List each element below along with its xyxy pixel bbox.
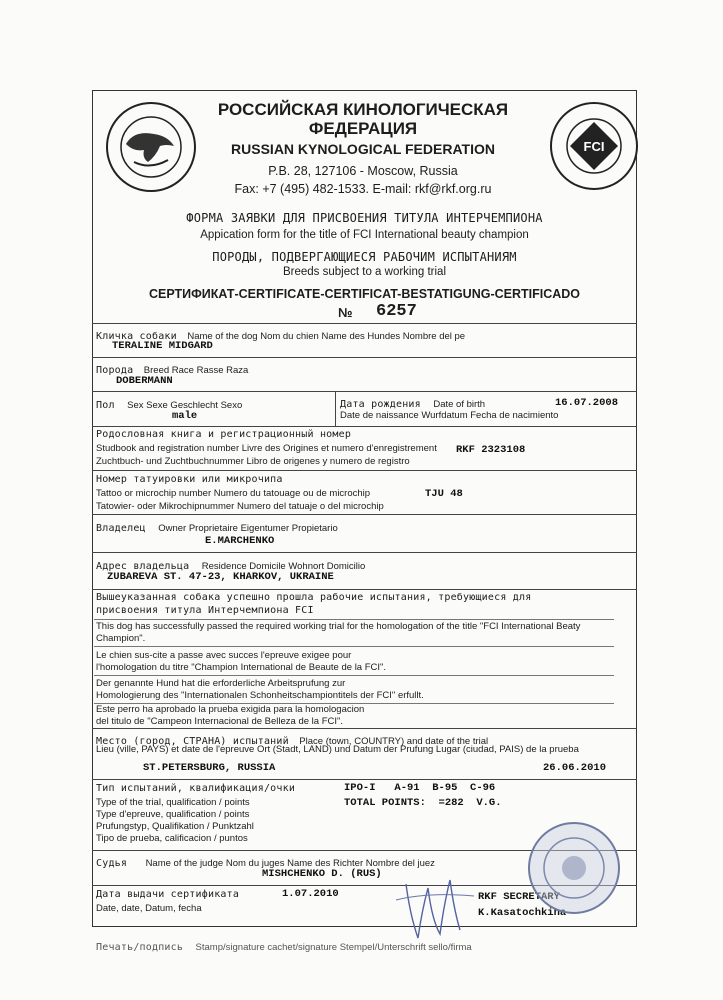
sex-dob-separator <box>335 391 336 426</box>
trial-statement-es-2: del titulo de "Campeon Internacional de Belleza de la FCI". <box>96 716 344 727</box>
breeds-title-en: Breeds subject to a working trial <box>283 266 446 278</box>
judge-value: MISHCHENKO D. (RUS) <box>262 868 382 880</box>
divider <box>92 552 637 553</box>
studbook-label-line-1: Studbook and registration number Livre des Origines et numero d'enregistrement <box>96 443 437 454</box>
dob-label-en: Date of birth <box>433 399 486 410</box>
handwritten-signature-icon <box>388 870 483 950</box>
rkf-address: P.B. 28, 127106 - Moscow, Russia <box>268 164 458 178</box>
secretary-title: RKF SECRETARY <box>478 891 560 903</box>
issue-date-label: Date, date, Datum, fecha <box>96 903 202 914</box>
sex-label-multilang: Sex Sexe Geschlecht Sexo <box>127 400 243 411</box>
breed-value: DOBERMANN <box>116 375 173 387</box>
rkf-stamp <box>526 820 622 916</box>
owner-address-label-multilang: Residence Domicile Wohnort Domicilio <box>201 561 366 572</box>
breed-label-multilang: Breed Race Rasse Raza <box>143 365 249 376</box>
fci-logo-label: FCI <box>583 139 605 154</box>
trial-statement-en-2: Champion". <box>96 633 146 644</box>
stamp-signature-label-multilang: Stamp/signature cachet/signature Stempel/Unterschrift sello/firma <box>195 942 472 953</box>
stamp-signature-label-ru: Печать/подпись <box>96 942 184 953</box>
dog-name-value: TERALINE MIDGARD <box>112 340 213 352</box>
trial-place-value: ST.PETERSBURG, RUSSIA <box>143 762 276 774</box>
trial-place-label-en: Place (town, COUNTRY) and date of the trial <box>299 736 489 747</box>
trial-type-label-de: Prufungstyp, Qualifikation / Punktzahl <box>96 821 254 832</box>
breed-label-ru: Порода <box>96 365 134 376</box>
trial-date-value: 26.06.2010 <box>543 762 607 774</box>
tattoo-label-line-2: Tatowier- oder Mikrochipnummer Numero del tatuaje o del microchip <box>96 501 384 512</box>
divider <box>92 323 637 324</box>
dog-name-label-multilang: Name of the dog Nom du chien Name des Hundes Nombre del pe <box>187 331 466 342</box>
divider <box>94 646 614 647</box>
secretary-name: K.Kasatochkina <box>478 907 567 919</box>
rkf-contacts: Fax: +7 (495) 482-1533. E-mail: rkf@rkf.org.ru <box>234 182 492 196</box>
dob-value: 16.07.2008 <box>555 397 619 409</box>
divider <box>92 514 637 515</box>
tattoo-value: TJU 48 <box>425 488 463 500</box>
divider <box>92 391 637 392</box>
divider <box>92 357 637 358</box>
trial-statement-en-1: This dog has successfully passed the required working trial for the homologation of the title "FCI International Beaty <box>96 621 581 632</box>
tattoo-label-line-1: Tattoo or microchip number Numero du tatouage ou de microchip <box>96 488 371 499</box>
owner-label <box>96 518 338 536</box>
sex-label <box>96 395 242 413</box>
divider <box>94 675 614 676</box>
owner-label-multilang: Owner Proprietaire Eigentumer Propietario <box>158 523 338 534</box>
trial-statement-ru-2: присвоения титула Интерчемпиона FCI <box>96 605 314 616</box>
trial-statement-fr-1: Le chien sus-cite a passe avec succes l'epreuve exigee pour <box>96 650 352 661</box>
rkf-logo <box>104 100 198 194</box>
trial-total-points-value: TOTAL POINTS: =282 V.G. <box>344 797 502 809</box>
certificate-number: 6257 <box>376 302 417 321</box>
studbook-label-line-2: Zuchtbuch- und Zuchtbuchnummer Libro de origenes y numero de registro <box>96 456 410 467</box>
breeds-title-ru: ПОРОДЫ, ПОДВЕРГАЮЩИЕСЯ РАБОЧИМ ИСПЫТАНИЯМ <box>212 250 517 264</box>
rkf-title-ru-line-2: ФЕДЕРАЦИЯ <box>308 119 418 138</box>
signature <box>388 870 483 950</box>
issue-date-label-ru: Дата выдачи сертификата <box>96 889 240 900</box>
judge-label-multilang: Name of the judge Nom du juges Name des Richter Nombre del juez <box>145 858 435 869</box>
trial-statement-de-2: Homologierung des "Internationalen Schonheitschampiontitels der FCI" erfullt. <box>96 690 424 701</box>
issue-date-value: 1.07.2010 <box>282 888 339 900</box>
divider <box>92 728 637 729</box>
trial-statement-ru-1: Вышеуказанная собака успешно прошла рабочие испытания, требующиеся для <box>96 592 532 603</box>
fci-emblem-icon <box>548 100 640 192</box>
trial-type-label-fr: Type d'epreuve, qualification / points <box>96 809 250 820</box>
dog-name-label-ru: Кличка собаки <box>96 331 177 342</box>
studbook-value: RKF 2323108 <box>456 444 526 456</box>
dob-label-ru: Дата рождения <box>340 399 421 410</box>
judge-label-ru: Судья <box>96 858 128 869</box>
owner-label-ru: Владелец <box>96 523 146 534</box>
tattoo-label-ru: Номер татуировки или микрочипа <box>96 474 283 485</box>
trial-place-label-multilang: Lieu (ville, PAYS) et date de l'epreuve Ort (Stadt, LAND) und Datum der Prufung Lugar (ciudad, PAIS) de la prueba <box>96 744 579 755</box>
divider <box>92 426 637 427</box>
sex-label-ru: Пол <box>96 400 115 411</box>
fci-logo <box>548 100 640 192</box>
certificate-title: СЕРТИФИКАТ-CERTIFICATE-CERTIFICAT-BESTATIGUNG-CERTIFICADO <box>148 287 581 301</box>
trial-type-label-en: Type of the trial, qualification / points <box>96 797 250 808</box>
dob-label-multilang: Date de naissance Wurfdatum Fecha de nacimiento <box>340 410 559 421</box>
divider <box>92 779 637 780</box>
trial-statement-fr-2: l'homologation du titre "Champion International de Beaute de la FCI". <box>96 662 387 673</box>
owner-address-label-ru: Адрес владельца <box>96 561 190 572</box>
rkf-title-ru-line-1: РОССИЙСКАЯ КИНОЛОГИЧЕСКАЯ <box>217 100 509 119</box>
owner-address-value: ZUBAREVA ST. 47-23, KHARKOV, UKRAINE <box>107 571 334 583</box>
divider <box>94 619 614 620</box>
trial-type-label-ru: Тип испытаний, квалификация/очки <box>96 783 296 794</box>
rkf-title-en: RUSSIAN KYNOLOGICAL FEDERATION <box>231 141 495 157</box>
rkf-title-ru <box>198 100 528 138</box>
divider <box>92 589 637 590</box>
trial-statement-es-1: Este perro ha aprobado la prueba exigida para la homologacion <box>96 704 365 715</box>
trial-statement-de-1: Der genannte Hund hat die erforderliche Arbeitsprufung zur <box>96 678 346 689</box>
studbook-label-ru: Родословная книга и регистрационный номер <box>96 429 352 440</box>
round-stamp-icon <box>526 820 622 916</box>
rkf-dog-emblem-icon <box>104 100 198 194</box>
sex-value: male <box>172 410 198 422</box>
owner-value: E.MARCHENKO <box>205 535 275 547</box>
number-sign: № <box>338 305 353 320</box>
trial-place-label-ru: Место (город, СТРАНА) испытаний <box>96 736 289 747</box>
divider <box>92 470 637 471</box>
form-title-en: Appication form for the title of FCI International beauty champion <box>200 229 529 241</box>
trial-scores-value: IPO-I A-91 B-95 C-96 <box>344 782 496 794</box>
form-title-ru: ФОРМА ЗАЯВКИ ДЛЯ ПРИСВОЕНИЯ ТИТУЛА ИНТЕРЧЕМПИОНА <box>186 211 543 225</box>
trial-type-label-es: Tipo de prueba, calificacion / puntos <box>96 833 248 844</box>
